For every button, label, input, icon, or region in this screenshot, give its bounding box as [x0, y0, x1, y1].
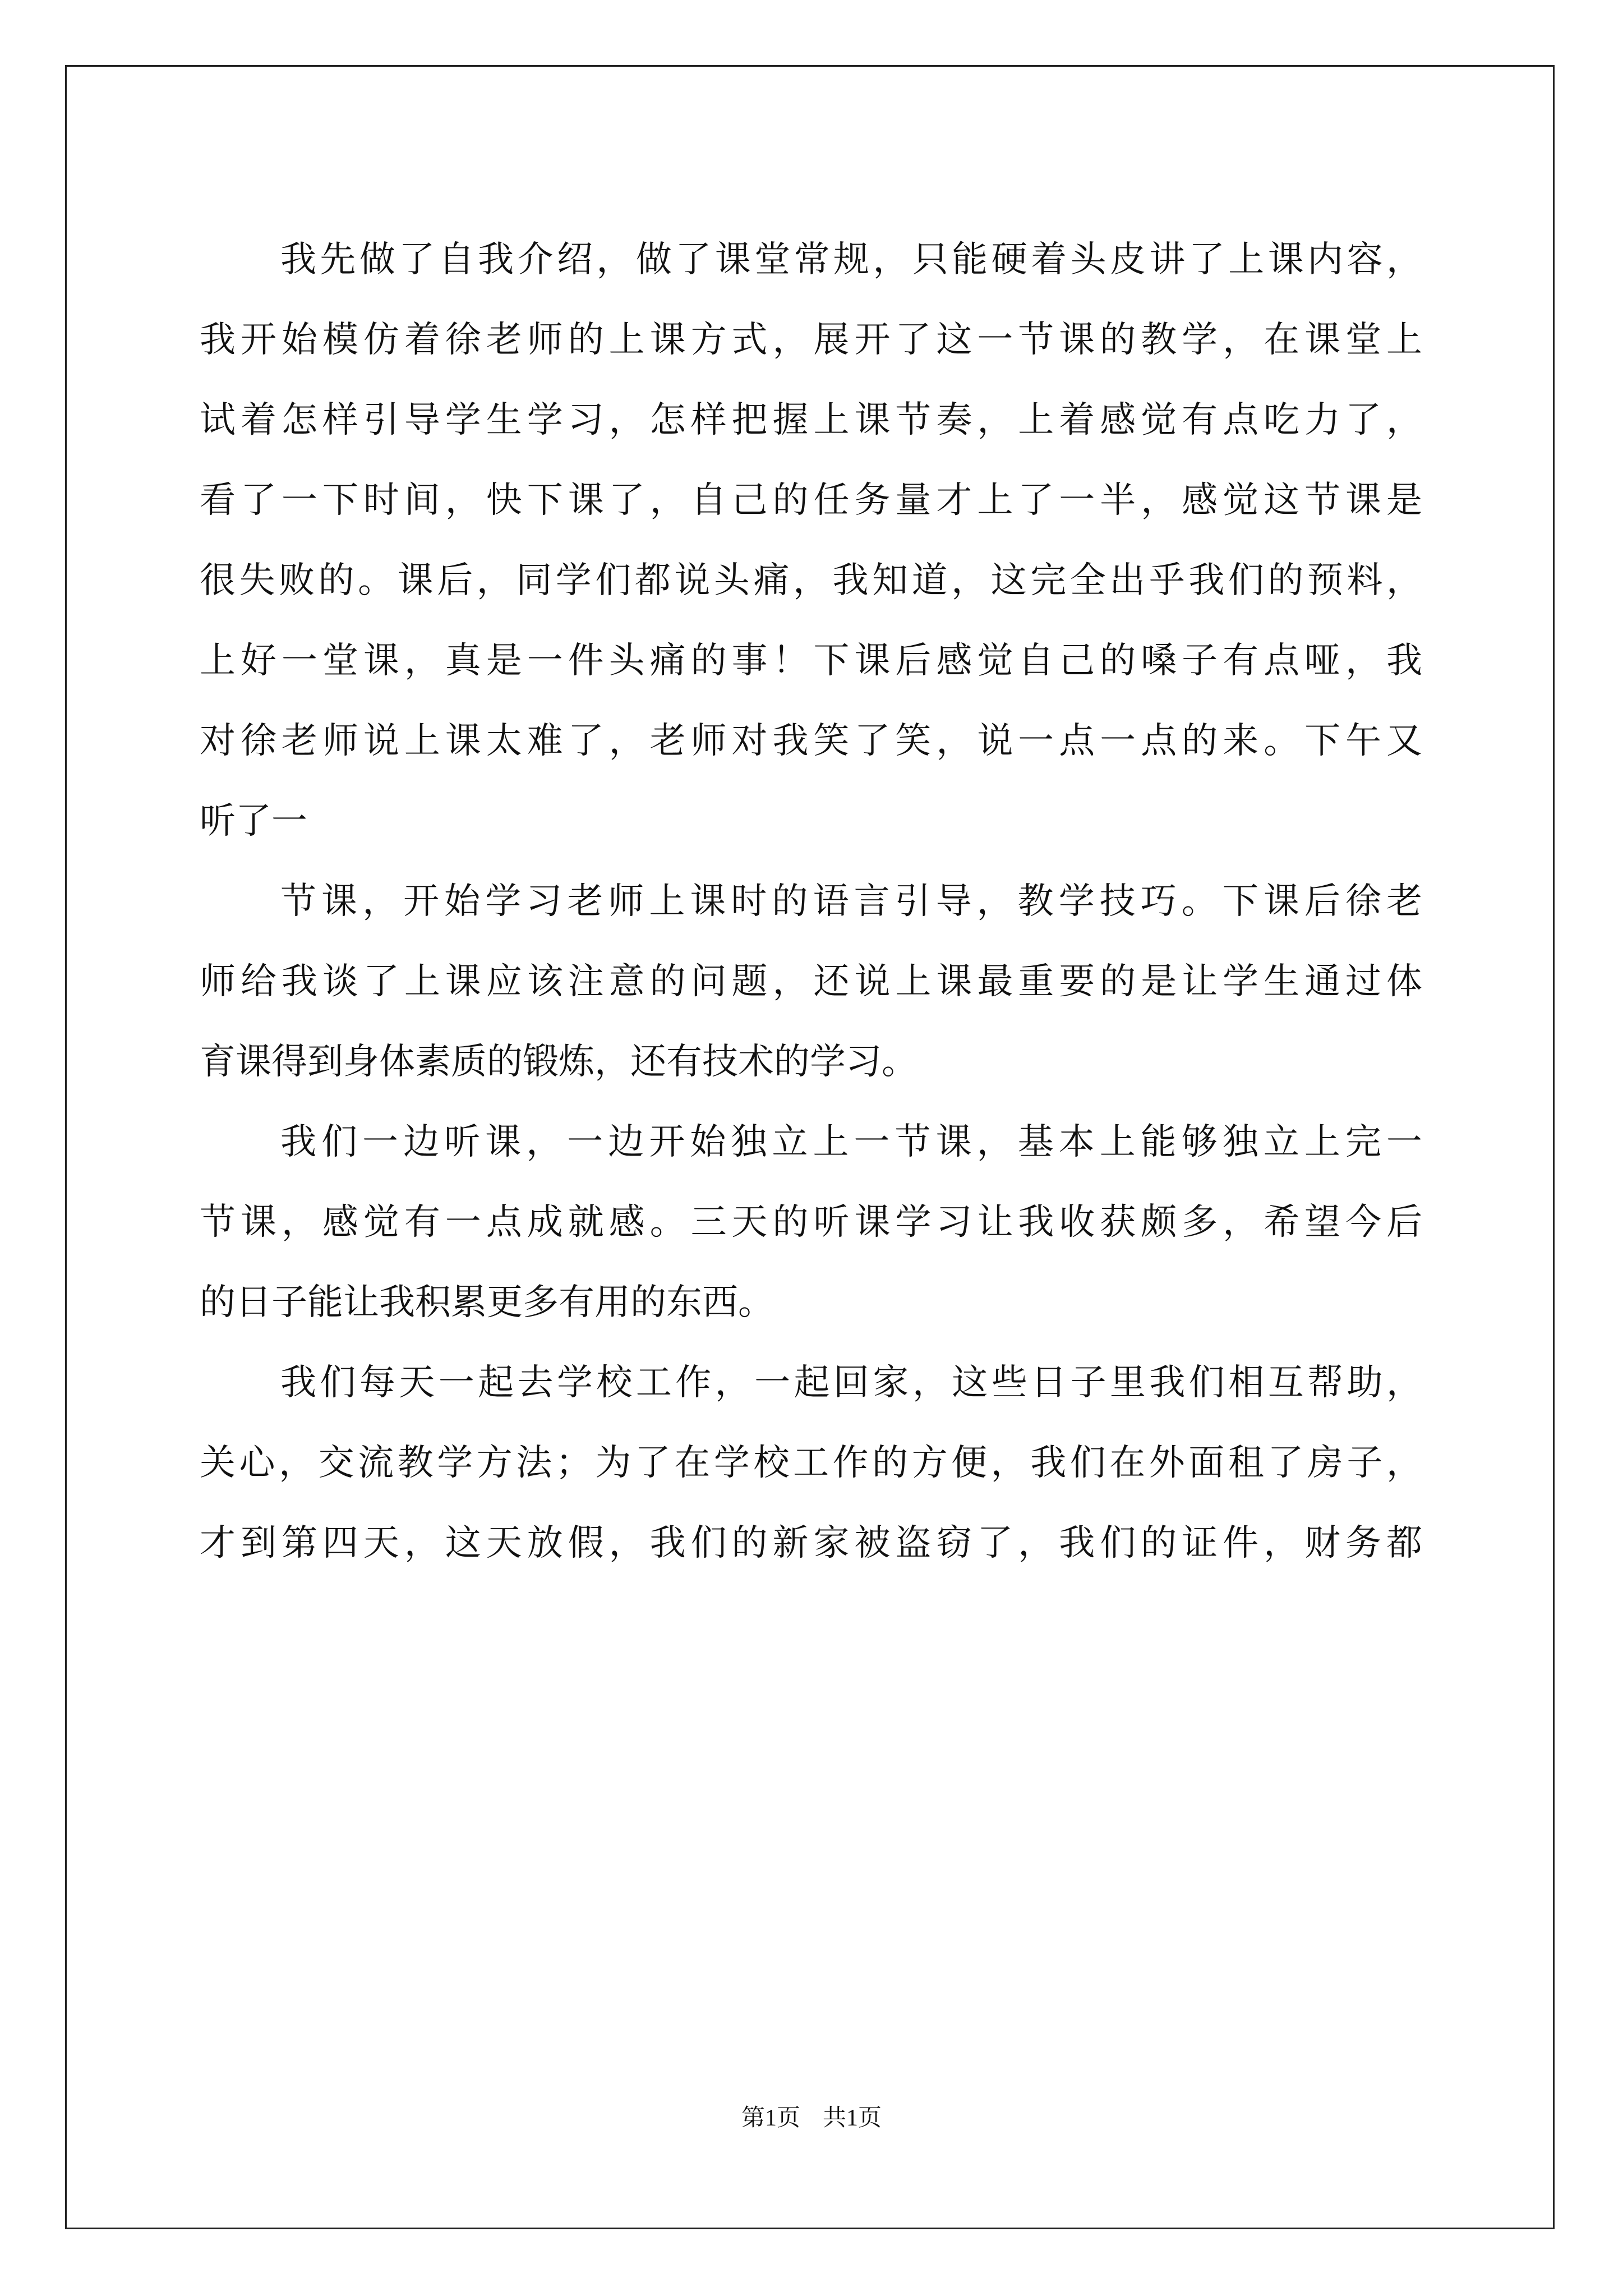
page-number: 第1页 — [741, 2105, 800, 2131]
text-line: 听了一 — [200, 800, 307, 842]
text-line: 节课，感觉有一点成就感。三天的听课学习让我收获颇多，希望今后 — [200, 1202, 1422, 1243]
text-line: 看了一下时间，快下课了，自己的任务量才上了一半，感觉这节课是 — [200, 480, 1422, 521]
text-line: 我们一边听课，一边开始独立上一节课，基本上能够独立上完一 — [280, 1121, 1422, 1163]
text-line: 我们每天一起去学校工作，一起回家，这些日子里我们相互帮助， — [280, 1362, 1422, 1404]
text-line: 我先做了自我介绍，做了课堂常规，只能硬着头皮讲了上课内容， — [280, 239, 1422, 280]
page-footer — [0, 2102, 1623, 2134]
page-total: 共1页 — [823, 2105, 882, 2131]
text-line: 的日子能让我积累更多有用的东西。 — [200, 1282, 774, 1323]
text-line: 节课，开始学习老师上课时的语言引导，教学技巧。下课后徐老 — [280, 881, 1422, 922]
text-line: 育课得到身体素质的锻炼，还有技术的学习。 — [200, 1041, 917, 1083]
text-line: 上好一堂课，真是一件头痛的事！下课后感觉自己的嗓子有点哑，我 — [200, 640, 1422, 682]
text-line: 才到第四天，这天放假，我们的新家被盗窃了，我们的证件，财务都 — [200, 1522, 1422, 1564]
document-body — [200, 220, 1422, 1584]
text-line: 试着怎样引导学生学习，怎样把握上课节奏，上着感觉有点吃力了， — [200, 399, 1422, 441]
text-line: 师给我谈了上课应该注意的问题，还说上课最重要的是让学生通过体 — [200, 961, 1422, 1002]
text-line: 我开始模仿着徐老师的上课方式，展开了这一节课的教学，在课堂上 — [200, 319, 1422, 361]
text-line: 很失败的。课后，同学们都说头痛，我知道，这完全出乎我们的预料， — [200, 560, 1422, 601]
text-line: 关心，交流教学方法；为了在学校工作的方便，我们在外面租了房子， — [200, 1442, 1422, 1484]
text-line: 对徐老师说上课太难了，老师对我笑了笑，说一点一点的来。下午又 — [200, 720, 1422, 762]
